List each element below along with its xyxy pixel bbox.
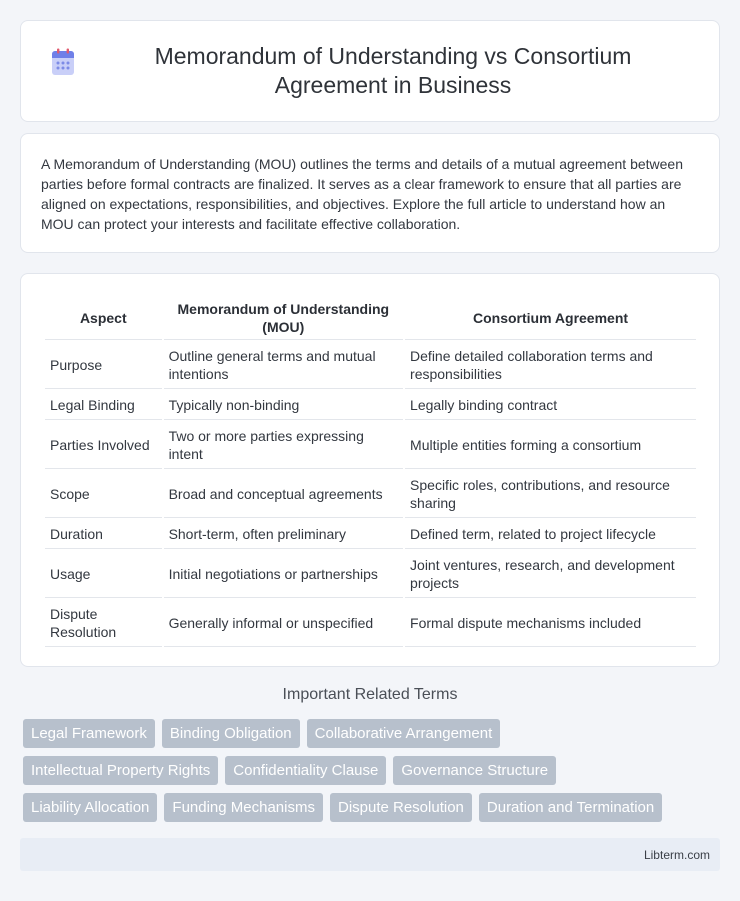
- row-mou: Typically non-binding: [164, 391, 403, 420]
- row-consortium: Formal dispute mechanisms included: [405, 600, 696, 647]
- row-mou: Short-term, often preliminary: [164, 520, 403, 549]
- row-aspect: Dispute Resolution: [45, 600, 162, 647]
- row-aspect: Scope: [45, 471, 162, 518]
- tag-duration-and-termination[interactable]: Duration and Termination: [479, 793, 662, 822]
- header: [50, 42, 690, 100]
- document-icon: [50, 48, 76, 76]
- intro-card: [20, 133, 720, 253]
- row-consortium: Define detailed collaboration terms and responsibilities: [405, 342, 696, 389]
- related-terms-tags: [23, 719, 723, 830]
- footer-site-link[interactable]: Libterm.com: [643, 847, 710, 862]
- table-row: [45, 342, 696, 389]
- row-consortium: Joint ventures, research, and development projects: [405, 551, 696, 598]
- related-terms-title: Important Related Terms: [282, 686, 458, 703]
- row-mou: Generally informal or unspecified: [164, 600, 403, 647]
- row-aspect: Parties Involved: [45, 422, 162, 469]
- header-aspect: Aspect: [45, 296, 162, 340]
- intro-paragraph: A Memorandum of Understanding (MOU) outlines the terms and details of a mutual agreement between parties before formal contracts are finalized. It serves as a clear framework to ensure that all parties are aligned on expectations, responsibilities, and objectives. Explore the full article to understand how an MOU can protect your interests and facilitate effective collaboration.: [41, 156, 683, 232]
- footer: [20, 838, 720, 871]
- tag-row: [23, 756, 723, 785]
- tag-collaborative-arrangement[interactable]: Collaborative Arrangement: [307, 719, 501, 748]
- row-consortium: Legally binding contract: [405, 391, 696, 420]
- comparison-card: [20, 273, 720, 667]
- table-row: [45, 422, 696, 469]
- page-title: Memorandum of Understanding vs Consortium Agreement in Business: [154, 43, 632, 98]
- table-row: [45, 471, 696, 518]
- tag-legal-framework[interactable]: Legal Framework: [23, 719, 155, 748]
- tag-dispute-resolution[interactable]: Dispute Resolution: [330, 793, 472, 822]
- header-mou: Memorandum of Understanding (MOU): [164, 296, 403, 340]
- table-row: [45, 520, 696, 549]
- row-aspect: Purpose: [45, 342, 162, 389]
- table-row: [45, 551, 696, 598]
- row-mou: Initial negotiations or partnerships: [164, 551, 403, 598]
- row-mou: Two or more parties expressing intent: [164, 422, 403, 469]
- row-consortium: Multiple entities forming a consortium: [405, 422, 696, 469]
- tag-governance-structure[interactable]: Governance Structure: [393, 756, 556, 785]
- comparison-table: [43, 294, 698, 649]
- row-mou: Outline general terms and mutual intentions: [164, 342, 403, 389]
- row-consortium: Specific roles, contributions, and resource sharing: [405, 471, 696, 518]
- table-row: [45, 600, 696, 647]
- row-mou: Broad and conceptual agreements: [164, 471, 403, 518]
- tag-liability-allocation[interactable]: Liability Allocation: [23, 793, 157, 822]
- header-consortium: Consortium Agreement: [405, 296, 696, 340]
- row-aspect: Legal Binding: [45, 391, 162, 420]
- tag-binding-obligation[interactable]: Binding Obligation: [162, 719, 300, 748]
- table-row: [45, 391, 696, 420]
- row-aspect: Duration: [45, 520, 162, 549]
- tag-confidentiality-clause[interactable]: Confidentiality Clause: [225, 756, 386, 785]
- row-consortium: Defined term, related to project lifecycle: [405, 520, 696, 549]
- tag-funding-mechanisms[interactable]: Funding Mechanisms: [164, 793, 323, 822]
- table-header-row: [45, 296, 696, 340]
- tag-row: [23, 719, 723, 748]
- row-aspect: Usage: [45, 551, 162, 598]
- tag-intellectual-property-rights[interactable]: Intellectual Property Rights: [23, 756, 218, 785]
- header-card: [20, 20, 720, 122]
- tag-row: [23, 793, 723, 822]
